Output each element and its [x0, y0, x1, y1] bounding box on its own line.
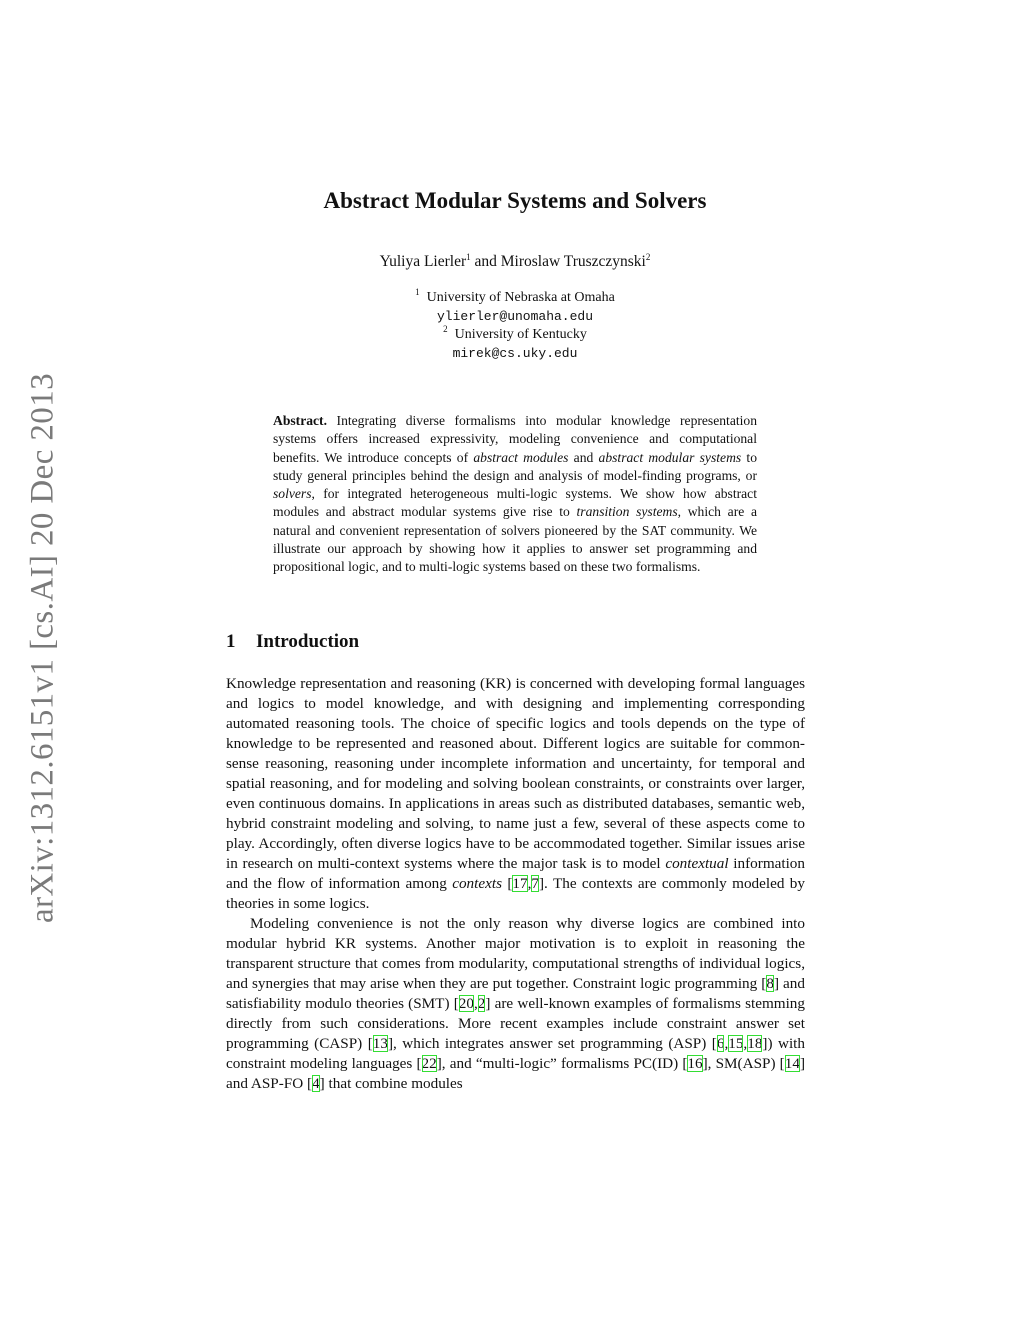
citation-link[interactable]: 15: [728, 1035, 744, 1052]
citation-link[interactable]: 4: [312, 1075, 320, 1092]
abstract-emphasis: transition systems: [576, 504, 678, 520]
affiliation-line: [0, 326, 1024, 345]
body-text: [: [501, 875, 513, 892]
citation-separator: ,: [724, 1035, 729, 1052]
abstract-emphasis: abstract modular systems: [598, 449, 742, 465]
body-emphasis: contexts: [452, 875, 502, 892]
affiliation-marker: 2: [645, 252, 651, 262]
abstract-text: , which are a natural and convenient representation of solvers pioneered by the SAT community. We illustrate our approach by showing how it applies to answer set programming and propositional logic, and to multi-logic systems based on these two formalisms.: [273, 504, 757, 575]
author-name: Yuliya Lierler: [379, 253, 467, 270]
institution-name: University of Nebraska at Omaha: [426, 290, 615, 305]
institution-name: University of Kentucky: [454, 327, 587, 342]
abstract-text: to study general principles behind the design and analysis of model-finding programs, or: [273, 449, 757, 483]
affiliation-marker: 2: [443, 324, 448, 334]
body-emphasis: contextual: [665, 855, 729, 872]
body-text: ], and “multi-logic” formalisms PC(ID) [: [436, 1055, 688, 1072]
author-email[interactable]: mirek@cs.uky.edu: [452, 345, 578, 361]
body-text: ] that combine modules: [319, 1075, 463, 1092]
body-text: Modeling convenience is not the only reason why diverse logics are combined into modular hybrid KR systems. Another major motivation is to exploit in reasoning the transparent structure that comes from modularity, computational strengths of individual logics, and synergies that may arise when they are put together. Constraint logic programming [: [226, 915, 805, 992]
author-line: [0, 253, 1024, 271]
body-text: ], which integrates answer set programming (ASP) [: [387, 1035, 717, 1052]
body-text: ]) with constraint modeling languages [: [226, 1035, 805, 1072]
citation-link[interactable]: 6: [716, 1035, 725, 1052]
citation-separator: ,: [527, 875, 532, 892]
citation-link[interactable]: 8: [766, 975, 774, 992]
abstract-emphasis: solvers: [273, 486, 312, 502]
citation-link[interactable]: 16: [687, 1055, 703, 1072]
body-text: ]. The contexts are commonly modeled by theories in some logics.: [226, 875, 805, 912]
citation-link[interactable]: 17: [512, 875, 528, 892]
author-email[interactable]: ylierler@unomaha.edu: [436, 308, 594, 324]
intro-paragraph-2: [226, 914, 805, 1094]
section-number: 1: [226, 631, 236, 652]
affiliation-line: [0, 289, 1024, 308]
body-text: information and the flow of information among: [226, 855, 805, 892]
citation-link[interactable]: 22: [421, 1055, 437, 1072]
citation-separator: ,: [743, 1035, 748, 1052]
abstract-label: Abstract.: [273, 413, 327, 428]
abstract: [273, 412, 757, 577]
abstract-text: and: [568, 449, 599, 465]
affiliation-marker: 1: [415, 287, 420, 297]
body-text: ], SM(ASP) [: [702, 1055, 785, 1072]
body-text: ] are well-known examples of formalisms stemming directly from such considerations. More recent examples include constraint answer set programming (CASP) [: [226, 995, 805, 1052]
arxiv-identifier-text: arXiv:1312.6151v1 [cs.AI] 20 Dec 2013: [24, 372, 61, 924]
introduction-body: [226, 674, 805, 1094]
abstract-text: , for integrated heterogeneous multi-logic systems. We show how abstract modules and abstract modular systems give rise to: [273, 486, 757, 520]
affiliations: [0, 289, 1024, 363]
citation-link[interactable]: 2: [477, 995, 486, 1012]
author-conjunction: and: [470, 253, 501, 270]
affiliation-marker: 1: [466, 252, 471, 262]
citation-link[interactable]: 20: [458, 995, 474, 1012]
citation-link[interactable]: 14: [784, 1055, 800, 1072]
paper-title: Abstract Modular Systems and Solvers: [323, 188, 707, 213]
citation-separator: ,: [473, 995, 478, 1012]
section-heading: [226, 631, 359, 653]
section-title: Introduction: [256, 631, 360, 652]
body-text: ] and satisfiability modulo theories (SMT) [: [226, 975, 805, 1012]
body-text: ] and ASP-FO [: [226, 1055, 805, 1092]
intro-paragraph-1: [226, 674, 805, 914]
abstract-emphasis: abstract modules: [473, 449, 569, 465]
citation-link[interactable]: 13: [372, 1035, 388, 1052]
body-text: Knowledge representation and reasoning (KR) is concerned with developing formal languages and logics to model knowledge, and with designing and implementing corresponding automated reasoning tools. The choice of specific logics and tools depends on the type of knowledge to be represented and reasoned about. Different logics are suitable for common-sense reasoning, reasoning under incomplete information and uncertainty, for temporal and spatial reasoning, and for modeling and solving boolean constraints, or constraints over larger, even continuous domains. In applications in areas such as distributed databases, semantic web, hybrid constraint modeling and solving, to name just a few, several of these aspects come to play. Accordingly, often diverse logics have to be accommodated together. Similar issues arise in research on multi-context systems where the major task is to model: [226, 675, 805, 872]
author-name: Miroslaw Truszczynski: [500, 253, 646, 270]
citation-link[interactable]: 7: [531, 875, 539, 892]
citation-link[interactable]: 18: [747, 1035, 763, 1052]
abstract-text: Integrating diverse formalisms into modular knowledge representation systems offers increased expressivity, modeling convenience and computational benefits. We introduce concepts of: [273, 413, 757, 465]
